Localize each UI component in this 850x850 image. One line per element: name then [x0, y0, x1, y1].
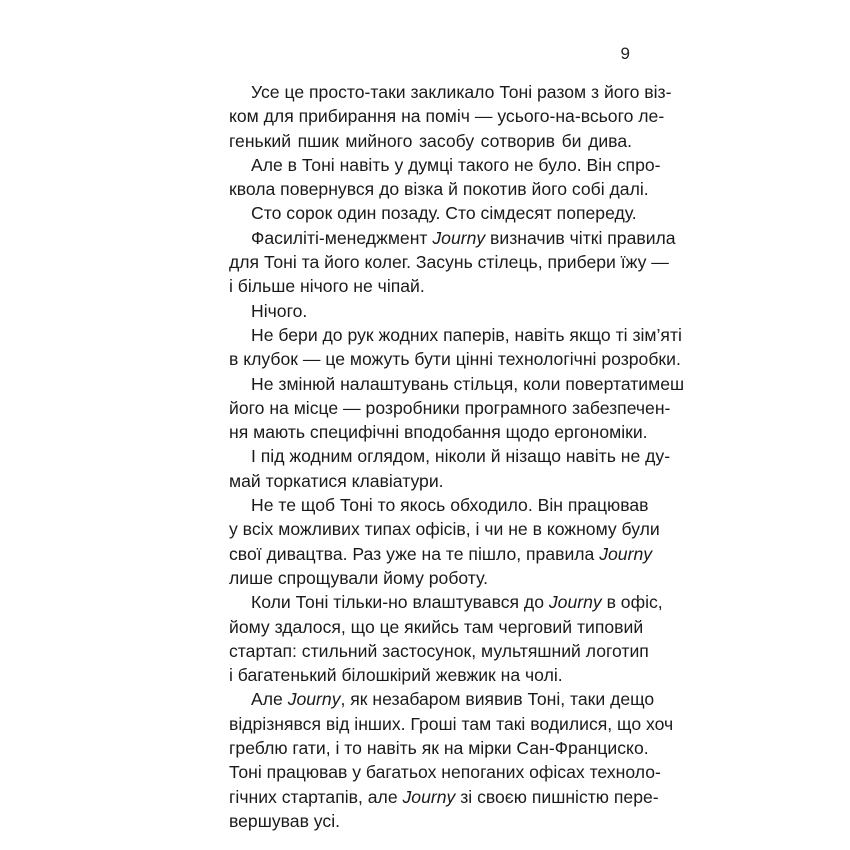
text-line: [229, 615, 644, 639]
text-segment: в клубок — це можуть бути цінні технологічні розробки.: [229, 349, 681, 370]
text-segment: і більше нічого не чіпай.: [229, 276, 425, 297]
text-line: [229, 80, 672, 104]
text-segment: ня мають специфічні вподобання щодо ергономіки.: [229, 422, 648, 443]
text-line: [229, 736, 649, 760]
page-number: 9: [620, 44, 630, 63]
text-segment: , як незабаром виявив Тоні, таки дещо: [340, 689, 655, 710]
text-segment: Не те щоб Тоні то якось обходило. Він працював: [251, 495, 649, 516]
text-line: [229, 420, 648, 444]
text-line: [229, 323, 682, 347]
text-line: [229, 517, 660, 541]
text-segment: свої дивацтва. Раз уже на те пішло, правила: [229, 543, 600, 564]
text-segment: генький пшик мийного засобу сотворив би дива.: [229, 130, 632, 151]
italic-brand-name: Journy: [402, 786, 456, 807]
text-line: [229, 444, 671, 468]
body-text: [229, 80, 685, 833]
text-line: [229, 809, 632, 833]
text-segment: Не бери до рук жодних паперів, навіть якщо ті зім’яті: [251, 324, 682, 345]
text-line: [229, 372, 685, 396]
text-line: [229, 469, 632, 493]
text-line: [229, 663, 632, 687]
text-segment: і багатенький білошкірий жевжик на чолі.: [229, 665, 563, 686]
text-segment: визначив чіткі правила: [485, 227, 676, 248]
text-segment: Сто сорок один позаду. Сто сімдесят попереду.: [251, 203, 637, 224]
text-line: [229, 226, 676, 250]
text-segment: Нічого.: [251, 300, 308, 321]
text-segment: Усе це просто-таки закликало Тоні разом з його віз-: [251, 82, 672, 102]
text-segment: І під жодним оглядом, ніколи й нізащо навіть не ду-: [251, 446, 671, 467]
text-segment: Коли Тоні тільки-но влаштувався до: [251, 592, 549, 613]
text-segment: греблю гати, і то навіть як на мірки Сан-Франциско.: [229, 738, 649, 759]
text-segment: вершував усі.: [229, 810, 340, 831]
text-line: [229, 687, 655, 711]
text-segment: ком для прибирання на поміч — усього-на-всього ле-: [229, 106, 665, 127]
text-line: [229, 201, 637, 225]
text-line: [229, 177, 649, 201]
text-line: [229, 785, 659, 809]
text-segment: Але в Тоні навіть у думці такого не було. Він спро-: [251, 154, 661, 175]
text-line: [229, 250, 669, 274]
italic-brand-name: Journy: [599, 543, 653, 564]
text-line: [229, 760, 661, 784]
text-segment: йому здалося, що це якийсь там черговий типовий: [229, 616, 644, 637]
text-segment: Фасиліті-менеджмент: [251, 227, 433, 248]
text-segment: в офіс,: [601, 592, 663, 613]
text-line: [229, 104, 665, 128]
text-line: [229, 274, 632, 298]
text-segment: у всіх можливих типах офісів, і чи не в кожному були: [229, 519, 660, 540]
text-segment: для Тоні та його колег. Засунь стілець, прибери їжу —: [229, 252, 669, 273]
text-segment: Тоні працював у багатьох непоганих офісах техноло-: [229, 762, 661, 783]
text-segment: кволa повернувся до візка й покотив його собі далі.: [229, 179, 649, 200]
text-line: [229, 712, 674, 736]
text-line: [229, 542, 653, 566]
text-segment: відрізнявся від інших. Гроші там такі водилися, що хоч: [229, 713, 674, 734]
text-segment: його на місце — розробники програмного забезпечен-: [229, 397, 671, 418]
italic-brand-name: Journy: [548, 592, 602, 613]
text-line: [229, 566, 632, 590]
text-line: [229, 129, 632, 153]
text-segment: зі своєю пишністю пере-: [455, 786, 659, 807]
text-line: [229, 153, 661, 177]
text-segment: май торкатися клавіатури.: [229, 470, 444, 491]
italic-brand-name: Journy: [287, 689, 341, 710]
text-segment: гічних стартапів, але: [229, 786, 403, 807]
text-segment: стартап: стильний застосунок, мультяшний логотип: [229, 640, 649, 661]
text-segment: Але: [251, 689, 288, 710]
text-line: [229, 493, 649, 517]
text-segment: лише спрощували йому роботу.: [229, 567, 488, 588]
text-line: [229, 639, 649, 663]
italic-brand-name: Journy: [432, 227, 486, 248]
text-line: [229, 590, 663, 614]
text-line: [229, 347, 681, 371]
text-line: [229, 299, 632, 323]
text-segment: Не змінюй налаштувань стільця, коли повертатимеш: [251, 373, 685, 394]
text-line: [229, 396, 671, 420]
